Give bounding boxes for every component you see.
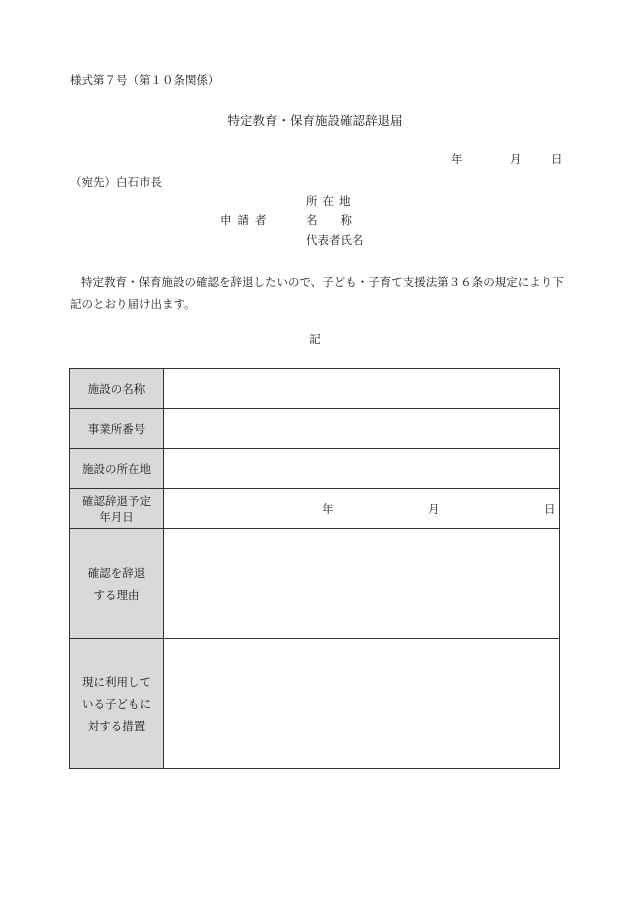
reason-label <box>70 529 164 639</box>
facility-location-label: 施設の所在地 <box>70 449 164 489</box>
measures-label-text: 現に利用している子どもに対する措置 <box>82 674 151 733</box>
withdrawal-date-field[interactable] <box>164 489 560 529</box>
withdrawal-date-month: 月 <box>428 502 440 516</box>
withdrawal-date-label-text: 確認辞退予定年月日 <box>82 493 151 524</box>
addressee: （宛先）白石市長 <box>70 175 162 189</box>
table-row-measures <box>70 639 560 769</box>
reason-label-text: 確認を辞退する理由 <box>87 565 146 602</box>
business-number-field[interactable] <box>164 409 560 449</box>
table-row-facility-location <box>70 449 560 489</box>
withdrawal-date-label <box>70 489 164 529</box>
measures-label <box>70 639 164 769</box>
measures-field[interactable] <box>164 639 560 769</box>
document-title: 特定教育・保育施設確認辞退届 <box>227 113 403 128</box>
facility-name-field[interactable] <box>164 369 560 409</box>
reason-field[interactable] <box>164 529 560 639</box>
table-row-facility-name <box>70 369 560 409</box>
table-row-withdrawal-date <box>70 489 560 529</box>
business-number-label: 事業所番号 <box>70 409 164 449</box>
facility-name-label: 施設の名称 <box>70 369 164 409</box>
date-year-label: 年 <box>451 152 463 166</box>
applicant-representative-label: 代表者氏名 <box>306 233 364 247</box>
facility-location-field[interactable] <box>164 449 560 489</box>
withdrawal-date-year: 年 <box>322 502 334 516</box>
table-row-business-number <box>70 409 560 449</box>
date-month-label: 月 <box>510 152 522 166</box>
form-table <box>69 368 560 769</box>
applicant-label: 申請者 <box>220 213 273 227</box>
body-text: 特定教育・保育施設の確認を辞退したいので、子ども・子育て支援法第３６条の規定により下記のとおり届け出ます。 <box>70 275 564 311</box>
withdrawal-date-day: 日 <box>544 502 556 516</box>
table-row-reason <box>70 529 560 639</box>
applicant-name-label: 名 称 <box>306 213 352 227</box>
ki-heading: 記 <box>309 332 321 346</box>
date-day-label: 日 <box>551 152 563 166</box>
applicant-address-label: 所在地 <box>306 194 356 208</box>
form-number: 様式第７号（第１０条関係） <box>70 73 220 87</box>
